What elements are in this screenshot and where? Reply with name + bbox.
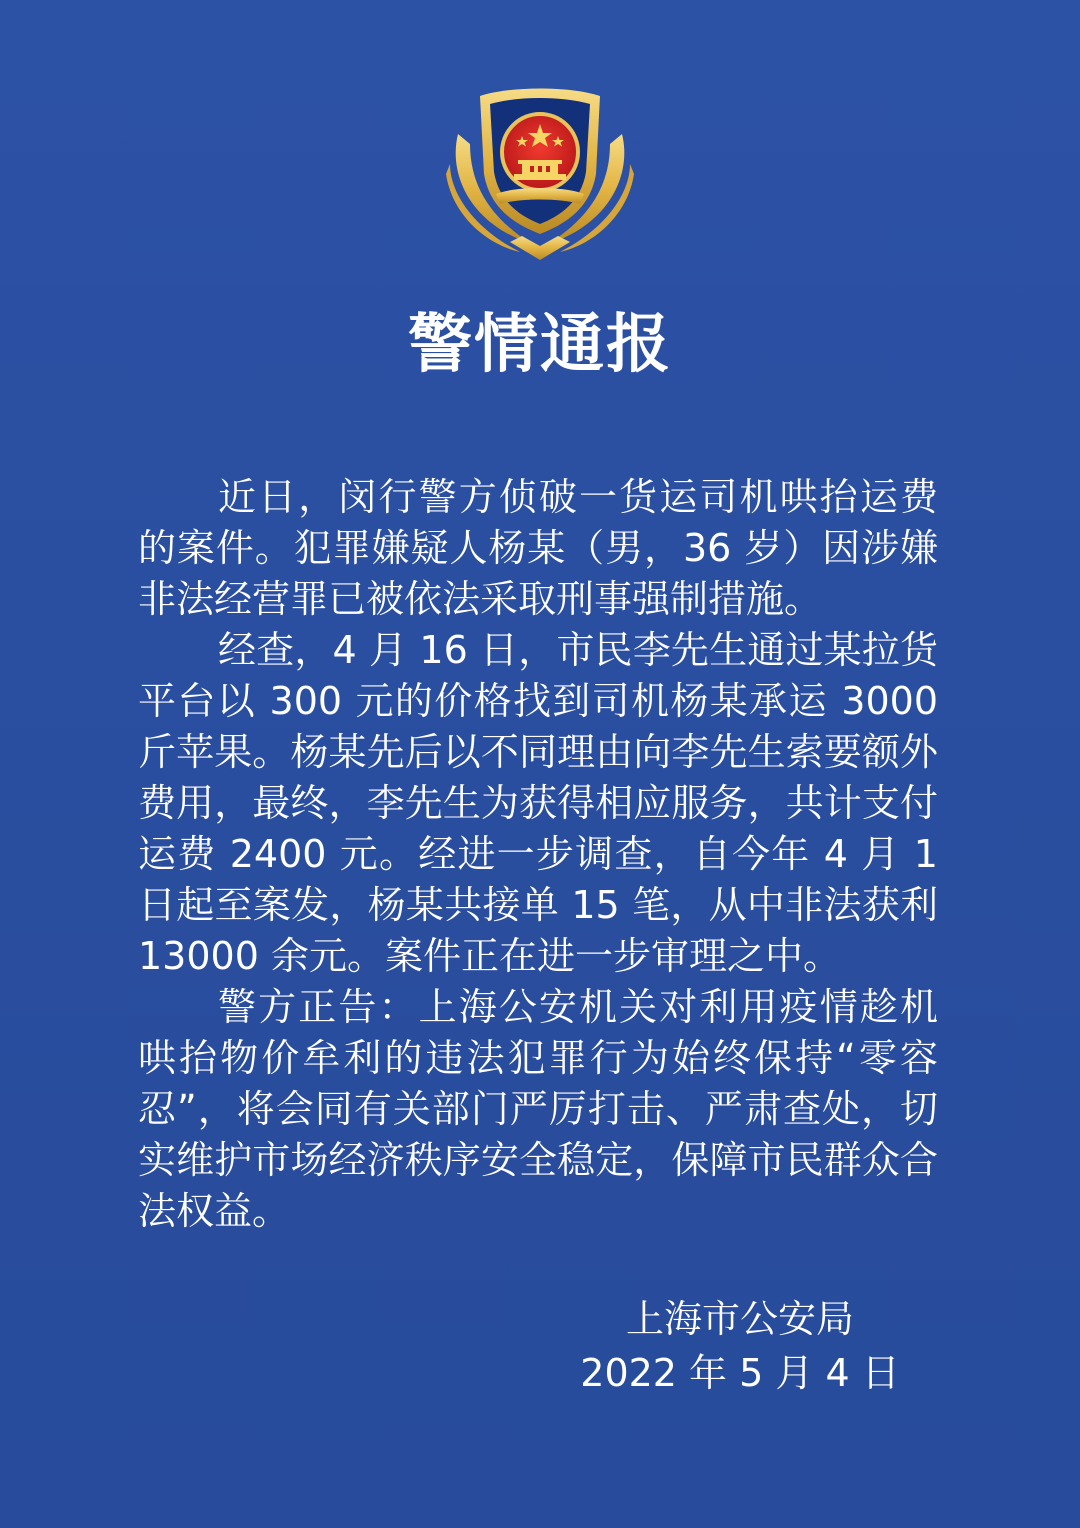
- paragraph-2: 经查，4 月 16 日，市民李先生通过某拉货平台以 300 元的价格找到司机杨某承运 3000 斤苹果。杨某先后以不同理由向李先生索要额外费用，最终，李先生为获得相应服务，共计支付运费 2400 元。经进一步调查，自今年 4 月 1 日起至案发，杨某共接单 15 笔，从中非法获利 13000 余元。案件正在进一步审理之中。: [138, 628, 938, 978]
- signature-date: 2022 年 5 月 4 日: [580, 1351, 900, 1395]
- paragraph-3: 警方正告：上海公安机关对利用疫情趁机哄抬物价牟利的违法犯罪行为始终保持“零容忍”，将会同有关部门严厉打击、严肃查处，切实维护市场经济秩序安全稳定，保障市民群众合法权益。: [138, 985, 938, 1233]
- notice-title: 警情通报: [408, 308, 672, 382]
- paragraph-1: 近日，闵行警方侦破一货运司机哄抬运费的案件。犯罪嫌疑人杨某（男，36 岁）因涉嫌非法经营罪已被依法采取刑事强制措施。: [138, 475, 938, 621]
- signature-org: 上海市公安局: [625, 1297, 854, 1341]
- police-emblem-icon: [440, 74, 640, 264]
- notice-body: [138, 472, 938, 1237]
- signature-block: [560, 1292, 920, 1400]
